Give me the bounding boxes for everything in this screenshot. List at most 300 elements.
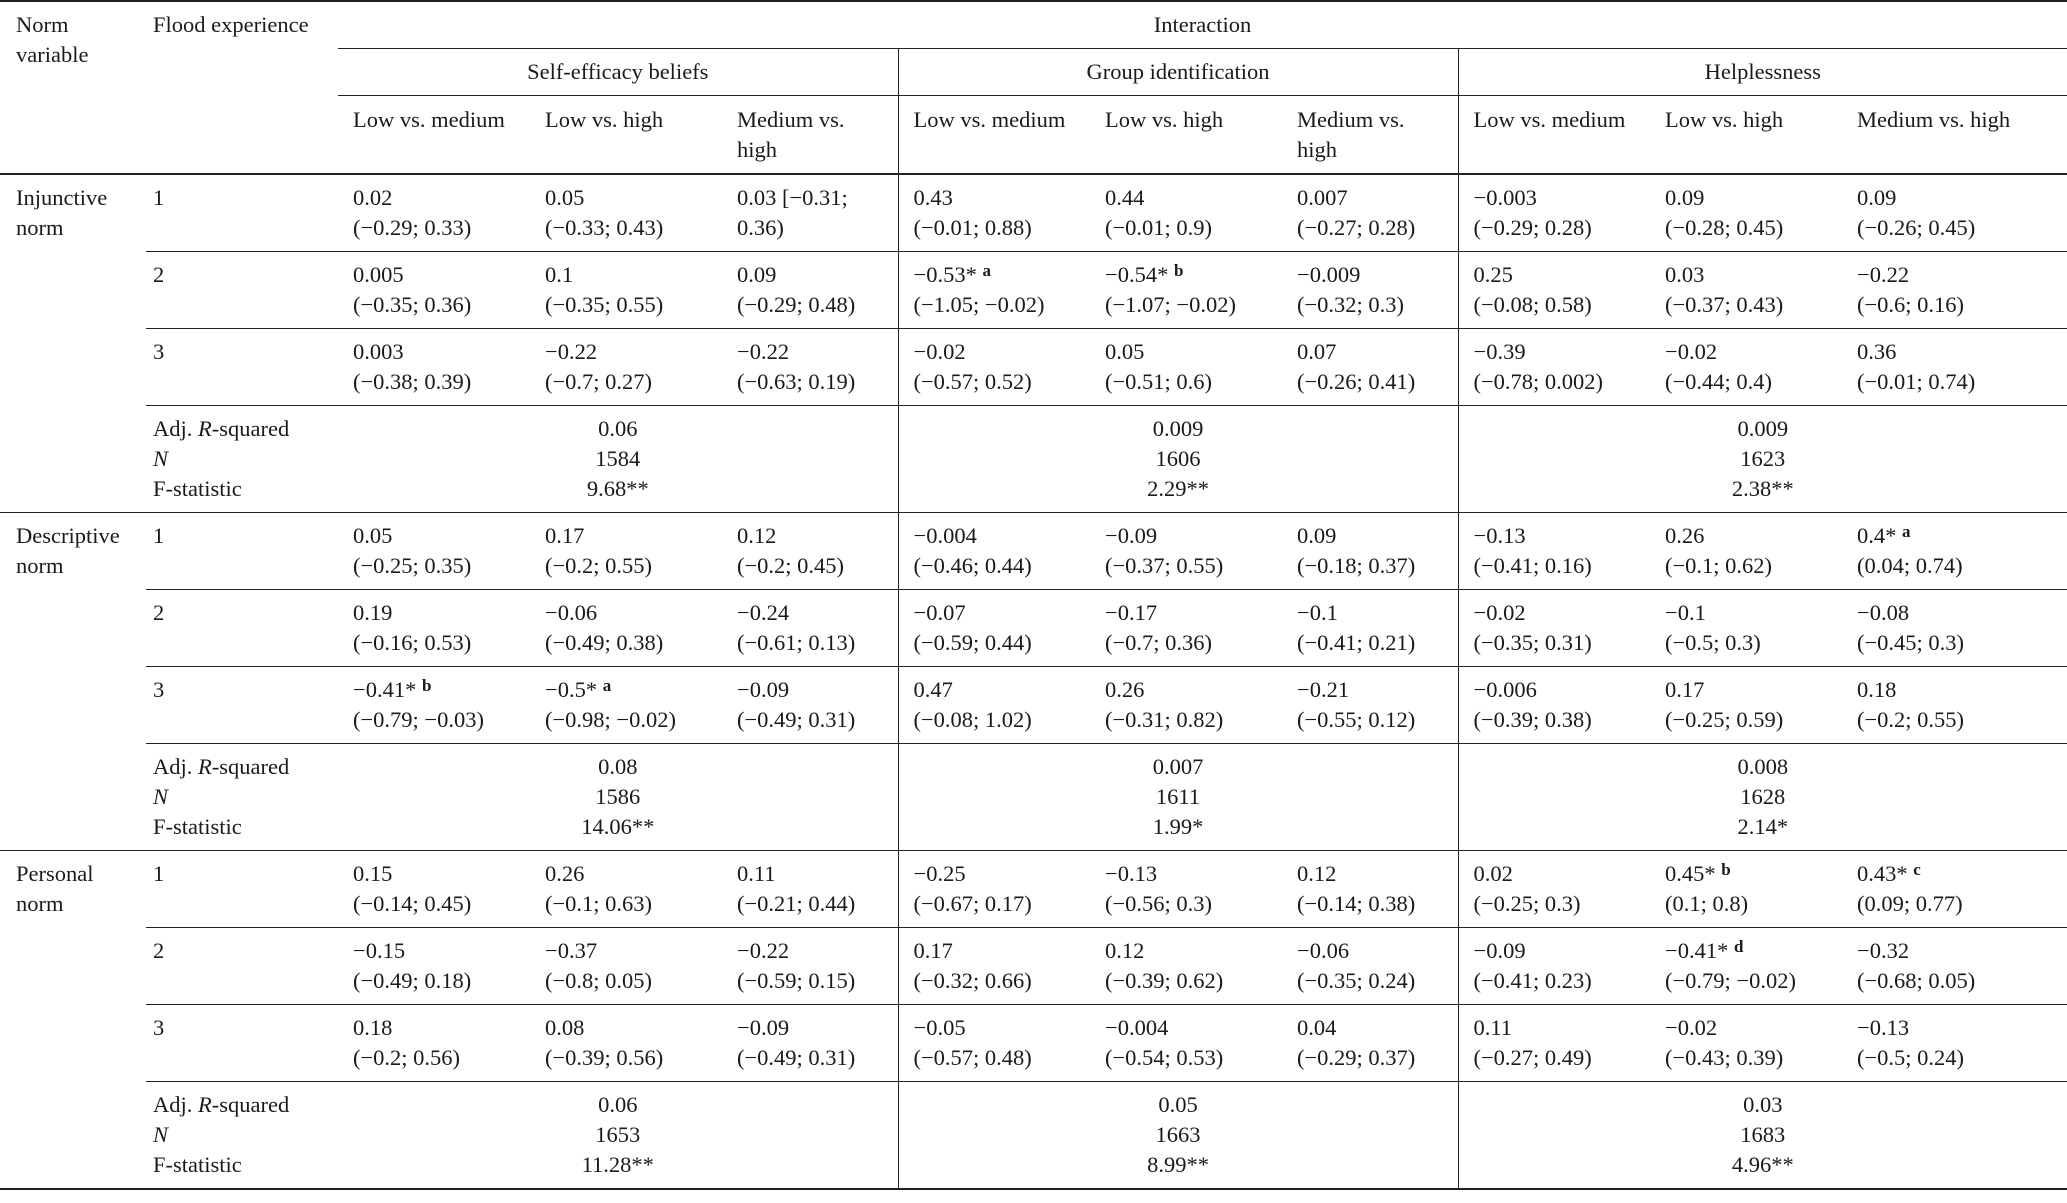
model-stats-cell — [338, 1082, 898, 1190]
coefficient-cell — [722, 928, 898, 1005]
estimate: −0.02 — [913, 339, 966, 364]
estimate-line — [1297, 936, 1458, 966]
estimate: 0.08 — [545, 1015, 585, 1040]
coefficient-cell — [898, 513, 1090, 590]
estimate: 0.43* — [1857, 861, 1908, 886]
model-stats-cell — [338, 406, 898, 513]
confidence-interval: (−0.27; 0.28) — [1297, 215, 1416, 240]
significance-marker: a — [982, 261, 991, 280]
confidence-interval: (−0.55; 0.12) — [1297, 707, 1416, 732]
coefficient-cell — [898, 851, 1090, 928]
flood-experience-header: Flood experience — [146, 1, 338, 174]
n-value: 1653 — [595, 1122, 641, 1147]
confidence-interval: (−0.08; 1.02) — [913, 707, 1032, 732]
estimate: −0.25 — [913, 861, 966, 886]
estimate: −0.06 — [1297, 938, 1350, 963]
estimate: 0.04 — [1297, 1015, 1337, 1040]
estimate: 0.007 — [1297, 185, 1348, 210]
flood-level: 3 — [146, 667, 338, 744]
estimate: −0.32 — [1857, 938, 1910, 963]
estimate: −0.006 — [1473, 677, 1537, 702]
estimate-line — [1665, 183, 1842, 213]
adj-r-squared-value: 0.007 — [1152, 754, 1204, 779]
confidence-interval: (−0.49; 0.31) — [737, 1045, 856, 1070]
model-stats-labels — [146, 744, 338, 851]
coefficient-cell — [1090, 252, 1282, 329]
coefficient-cell — [898, 928, 1090, 1005]
table-row — [0, 513, 2067, 590]
coefficient-cell — [722, 513, 898, 590]
estimate-line — [1105, 859, 1282, 889]
coefficient-cell — [898, 590, 1090, 667]
coefficient-cell — [1090, 329, 1282, 406]
confidence-interval: (−0.35; 0.31) — [1473, 630, 1592, 655]
confidence-interval: (−0.67; 0.17) — [913, 891, 1032, 916]
coefficient-cell — [1650, 590, 1842, 667]
coefficient-cell — [530, 513, 722, 590]
significance-marker: b — [1173, 261, 1184, 280]
estimate: −0.15 — [353, 938, 406, 963]
coefficient-cell — [338, 1005, 530, 1082]
estimate-line — [1105, 936, 1282, 966]
confidence-interval: (−0.8; 0.05) — [545, 968, 653, 993]
estimate-line — [545, 521, 722, 551]
adj-r-squared-value: 0.03 — [1743, 1092, 1783, 1117]
estimate-line — [1297, 337, 1458, 367]
coefficient-cell — [1090, 513, 1282, 590]
n-label: N — [153, 784, 169, 809]
coefficient-cell — [1842, 252, 2067, 329]
estimate: −0.05 — [913, 1015, 966, 1040]
flood-level: 2 — [146, 252, 338, 329]
coefficient-cell — [1282, 252, 1458, 329]
coefficient-cell — [722, 329, 898, 406]
estimate-line — [353, 859, 530, 889]
adj-r-italic: R — [198, 416, 212, 441]
confidence-interval: (−0.68; 0.05) — [1857, 968, 1976, 993]
significance-marker: a — [602, 676, 612, 695]
significance-marker: a — [1902, 522, 1911, 541]
coefficient-cell — [1090, 851, 1282, 928]
f-statistic-value: 2.29** — [1147, 476, 1209, 501]
confidence-interval: (−0.79; −0.03) — [353, 707, 484, 732]
confidence-interval: (−0.29; 0.33) — [353, 215, 472, 240]
norm-name: Descriptive norm — [0, 513, 146, 851]
coefficient-cell — [1090, 1005, 1282, 1082]
coefficient-cell — [722, 667, 898, 744]
confidence-interval: (−0.14; 0.38) — [1297, 891, 1416, 916]
estimate: 0.07 — [1297, 339, 1337, 364]
estimate-line — [1105, 521, 1282, 551]
estimate-line — [545, 183, 722, 213]
estimate: −0.39 — [1473, 339, 1526, 364]
confidence-interval: (−0.57; 0.48) — [913, 1045, 1032, 1070]
estimate: −0.02 — [1665, 339, 1718, 364]
confidence-interval: (−0.98; −0.02) — [545, 707, 676, 732]
coefficient-cell — [530, 667, 722, 744]
estimate-line — [1105, 183, 1282, 213]
coefficient-cell — [898, 252, 1090, 329]
estimate-line — [914, 260, 1091, 290]
coefficient-cell — [722, 1005, 898, 1082]
estimate-line — [914, 521, 1091, 551]
estimate-line — [1297, 183, 1458, 213]
coefficient-cell — [530, 590, 722, 667]
f-statistic-value: 9.68** — [586, 476, 649, 501]
estimate-line — [1297, 1013, 1458, 1043]
confidence-interval: (−0.35; 0.24) — [1297, 968, 1416, 993]
coefficient-cell — [530, 252, 722, 329]
coefficient-cell — [1282, 928, 1458, 1005]
confidence-interval: (−0.25; 0.3) — [1473, 891, 1581, 916]
coefficient-cell — [1282, 667, 1458, 744]
estimate-line — [353, 936, 530, 966]
table-row — [0, 252, 2067, 329]
estimate-line — [1474, 337, 1651, 367]
confidence-interval: (−0.2; 0.55) — [545, 553, 653, 578]
estimate-line — [914, 337, 1091, 367]
estimate: 0.26 — [545, 861, 585, 886]
estimate-line — [1857, 859, 2067, 889]
estimate: 0.12 — [1297, 861, 1337, 886]
model-stats-row — [0, 744, 2067, 851]
significance-marker: b — [1721, 860, 1731, 879]
estimate: 0.44 — [1105, 185, 1145, 210]
coefficient-cell — [898, 1005, 1090, 1082]
confidence-interval: (−0.25; 0.35) — [353, 553, 472, 578]
estimate: 0.09 — [1857, 185, 1897, 210]
estimate: 0.12 — [1105, 938, 1145, 963]
coefficient-cell — [1842, 1005, 2067, 1082]
adj-r-italic: R — [198, 1092, 212, 1117]
estimate: −0.54* — [1105, 262, 1169, 287]
f-statistic-label: F-statistic — [153, 476, 242, 501]
table-row — [0, 329, 2067, 406]
estimate: −0.09 — [1105, 523, 1158, 548]
estimate-line — [1474, 675, 1651, 705]
coefficient-cell — [1282, 1005, 1458, 1082]
estimate: 0.12 — [737, 523, 777, 548]
confidence-interval: (−0.01; 0.88) — [913, 215, 1032, 240]
group-header-self-efficacy: Self-efficacy beliefs — [338, 49, 898, 96]
confidence-interval: (−0.78; 0.002) — [1473, 369, 1604, 394]
coefficient-cell — [530, 329, 722, 406]
model-stats-labels — [146, 1082, 338, 1190]
estimate-line — [353, 337, 530, 367]
f-statistic-value: 2.38** — [1731, 476, 1794, 501]
estimate: −0.13 — [1857, 1015, 1910, 1040]
confidence-interval: (−0.49; 0.38) — [545, 630, 664, 655]
n-value: 1683 — [1740, 1122, 1786, 1147]
estimate: 0.11 — [737, 861, 776, 886]
norm-name: Personal norm — [0, 851, 146, 1190]
estimate: 0.03 — [1665, 262, 1705, 287]
table-row — [0, 667, 2067, 744]
confidence-interval: (−0.29; 0.37) — [1297, 1045, 1416, 1070]
estimate-line — [1857, 183, 2067, 213]
confidence-interval: (−0.28; 0.45) — [1665, 215, 1784, 240]
estimate: 0.003 — [353, 339, 404, 364]
estimate-line — [1105, 598, 1282, 628]
coefficient-cell — [1282, 329, 1458, 406]
coefficient-cell — [530, 174, 722, 252]
estimate: 0.17 — [913, 938, 953, 963]
estimate: 0.25 — [1473, 262, 1513, 287]
n-value: 1584 — [595, 446, 641, 471]
estimate-line — [1665, 260, 1842, 290]
coefficient-cell — [338, 667, 530, 744]
estimate: −0.13 — [1105, 861, 1158, 886]
confidence-interval: (−0.2; 0.45) — [737, 553, 845, 578]
estimate-line — [1474, 859, 1651, 889]
coefficient-cell — [338, 928, 530, 1005]
table-body — [0, 174, 2067, 1189]
coefficient-cell — [1090, 590, 1282, 667]
confidence-interval: (−0.5; 0.24) — [1857, 1045, 1965, 1070]
adj-r-prefix: Adj. — [153, 754, 198, 779]
confidence-interval: (−0.45; 0.3) — [1857, 630, 1965, 655]
significance-marker: b — [421, 676, 432, 695]
estimate-line — [353, 675, 530, 705]
confidence-interval: (−0.29; 0.48) — [737, 292, 856, 317]
estimate-line — [737, 1013, 898, 1043]
adj-r-squared-value: 0.009 — [1152, 416, 1204, 441]
contrast-header: Low vs. high — [545, 107, 664, 132]
estimate-line — [1665, 936, 1842, 966]
estimate: −0.1 — [1665, 600, 1706, 625]
confidence-interval: (−0.33; 0.43) — [545, 215, 664, 240]
confidence-interval: (−0.01; 0.74) — [1857, 369, 1976, 394]
estimate-line — [1297, 260, 1458, 290]
estimate-line — [353, 260, 530, 290]
table-row — [0, 928, 2067, 1005]
estimate-line — [1105, 260, 1282, 290]
coefficient-cell — [1842, 329, 2067, 406]
estimate: −0.009 — [1297, 262, 1361, 287]
adj-r-prefix: Adj. — [153, 1092, 198, 1117]
estimate: −0.09 — [1473, 938, 1526, 963]
estimate: 0.05 — [1105, 339, 1145, 364]
contrast-header: Medium vs. high — [737, 107, 845, 162]
confidence-interval: (0.09; 0.77) — [1857, 891, 1963, 916]
f-statistic-value: 11.28** — [581, 1152, 654, 1177]
confidence-interval: (0.04; 0.74) — [1857, 553, 1963, 578]
confidence-interval: (−0.26; 0.41) — [1297, 369, 1416, 394]
contrast-header: Low vs. high — [1665, 107, 1784, 132]
contrast-header: Medium vs. high — [1857, 107, 2011, 132]
estimate: 0.18 — [1857, 677, 1897, 702]
estimate-line — [1857, 1013, 2067, 1043]
estimate: −0.1 — [1297, 600, 1338, 625]
estimate-line — [353, 521, 530, 551]
estimate-line — [737, 260, 898, 290]
estimate: 0.005 — [353, 262, 404, 287]
adj-r-suffix: -squared — [211, 754, 290, 779]
interaction-header: Interaction — [338, 1, 2067, 49]
flood-level: 3 — [146, 1005, 338, 1082]
estimate: −0.004 — [913, 523, 977, 548]
estimate: −0.004 — [1105, 1015, 1169, 1040]
coefficient-cell — [1458, 928, 1650, 1005]
adj-r-squared-value: 0.008 — [1737, 754, 1789, 779]
estimate-line — [914, 183, 1091, 213]
estimate: 0.09 — [1665, 185, 1705, 210]
group-header-helplessness: Helplessness — [1458, 49, 2067, 96]
f-statistic-label: F-statistic — [153, 1152, 242, 1177]
n-label: N — [153, 1122, 169, 1147]
confidence-interval: (−0.39; 0.62) — [1105, 968, 1224, 993]
estimate-line — [1665, 675, 1842, 705]
confidence-interval: (−0.5; 0.3) — [1665, 630, 1761, 655]
confidence-interval: (−0.38; 0.39) — [353, 369, 472, 394]
coefficient-cell — [1650, 252, 1842, 329]
flood-level: 3 — [146, 329, 338, 406]
estimate-line — [1297, 521, 1458, 551]
estimate: 0.1 — [545, 262, 574, 287]
flood-level: 1 — [153, 861, 165, 886]
coefficient-cell — [1458, 513, 1650, 590]
estimate: 0.02 — [353, 185, 393, 210]
coefficient-cell — [530, 851, 722, 928]
estimate: 0.18 — [353, 1015, 393, 1040]
coefficient-cell — [1842, 667, 2067, 744]
f-statistic-value: 2.14* — [1737, 814, 1789, 839]
adj-r-squared-value: 0.06 — [598, 1092, 638, 1117]
estimate: 0.17 — [1665, 677, 1705, 702]
confidence-interval: (−0.59; 0.15) — [737, 968, 856, 993]
confidence-interval: (−1.05; −0.02) — [913, 292, 1045, 317]
adj-r-squared-label — [153, 414, 338, 444]
coefficient-cell — [1090, 928, 1282, 1005]
estimate: −0.41* — [353, 677, 417, 702]
confidence-interval: (−0.29; 0.28) — [1473, 215, 1592, 240]
contrast-header: Low vs. high — [1105, 107, 1224, 132]
model-stats-cell — [898, 406, 1458, 513]
estimate-line — [545, 859, 722, 889]
table-row — [0, 174, 2067, 252]
estimate-line — [1105, 1013, 1282, 1043]
group-header-group-identification: Group identification — [898, 49, 1458, 96]
model-stats-cell — [1458, 406, 2067, 513]
flood-level: 1 — [153, 523, 165, 548]
estimate-line — [737, 598, 898, 628]
coefficient-cell — [898, 174, 1090, 252]
estimate: −0.08 — [1857, 600, 1910, 625]
confidence-interval: (−0.39; 0.38) — [1473, 707, 1592, 732]
estimate: 0.4* — [1857, 523, 1897, 548]
confidence-interval: (−0.2; 0.56) — [353, 1045, 461, 1070]
coefficient-cell — [530, 1005, 722, 1082]
estimate: −0.37 — [545, 938, 598, 963]
estimate: −0.41* — [1665, 938, 1729, 963]
estimate: −0.22 — [737, 938, 790, 963]
confidence-interval: (−0.31; 0.82) — [1105, 707, 1224, 732]
adj-r-squared-label — [153, 752, 338, 782]
estimate: −0.22 — [545, 339, 598, 364]
estimate-line — [1297, 598, 1458, 628]
confidence-interval: (−0.49; 0.18) — [353, 968, 472, 993]
confidence-interval: (−0.18; 0.37) — [1297, 553, 1416, 578]
confidence-interval: (−0.1; 0.62) — [1665, 553, 1773, 578]
coefficient-cell — [1282, 174, 1458, 252]
confidence-interval: (−0.08; 0.58) — [1473, 292, 1592, 317]
confidence-interval: (−0.32; 0.66) — [913, 968, 1032, 993]
confidence-interval: (−0.26; 0.45) — [1857, 215, 1976, 240]
estimate-line — [1857, 675, 2067, 705]
confidence-interval: (−0.49; 0.31) — [737, 707, 856, 732]
model-stats-cell — [338, 744, 898, 851]
n-value: 1663 — [1155, 1122, 1201, 1147]
confidence-interval: (−0.35; 0.55) — [545, 292, 664, 317]
confidence-interval: (−0.63; 0.19) — [737, 369, 856, 394]
confidence-interval: (−0.6; 0.16) — [1857, 292, 1965, 317]
confidence-interval: (−0.54; 0.53) — [1105, 1045, 1224, 1070]
estimate: −0.09 — [737, 677, 790, 702]
n-value: 1586 — [595, 784, 641, 809]
confidence-interval: (−0.16; 0.53) — [353, 630, 472, 655]
confidence-interval: (−0.59; 0.44) — [913, 630, 1032, 655]
n-value: 1611 — [1155, 784, 1201, 809]
estimate-line — [545, 1013, 722, 1043]
estimate-line — [1857, 521, 2067, 551]
estimate: 0.02 — [1473, 861, 1513, 886]
coefficient-cell — [1650, 667, 1842, 744]
confidence-interval: (−0.01; 0.9) — [1105, 215, 1213, 240]
coefficient-cell — [1650, 1005, 1842, 1082]
estimate-line — [1474, 521, 1651, 551]
estimate-line — [737, 675, 898, 705]
adj-r-squared-value: 0.06 — [598, 416, 638, 441]
estimate: −0.53* — [913, 262, 977, 287]
contrast-header: Low vs. medium — [898, 96, 1090, 175]
estimate: 0.09 — [1297, 523, 1337, 548]
confidence-interval: (−0.51; 0.6) — [1105, 369, 1213, 394]
estimate-line — [545, 598, 722, 628]
estimate: 0.36 — [1857, 339, 1897, 364]
coefficient-cell — [1090, 174, 1282, 252]
estimate-line — [545, 260, 722, 290]
confidence-interval: (−0.7; 0.36) — [1105, 630, 1213, 655]
coefficient-cell — [898, 329, 1090, 406]
estimate: 0.05 — [545, 185, 585, 210]
estimate: 0.17 — [545, 523, 585, 548]
coefficient-cell — [1458, 252, 1650, 329]
estimate-line — [353, 598, 530, 628]
coefficient-cell — [722, 252, 898, 329]
estimate-line — [737, 521, 898, 551]
coefficient-cell — [722, 851, 898, 928]
model-stats-labels — [146, 406, 338, 513]
estimate-line — [1474, 598, 1651, 628]
model-stats-row — [0, 406, 2067, 513]
coefficient-cell — [1842, 928, 2067, 1005]
confidence-interval: (−0.14; 0.45) — [353, 891, 472, 916]
estimate-line — [1297, 859, 1458, 889]
model-stats-cell — [1458, 1082, 2067, 1190]
confidence-interval: (−0.79; −0.02) — [1665, 968, 1796, 993]
coefficient-cell — [898, 667, 1090, 744]
confidence-interval: (−0.25; 0.59) — [1665, 707, 1784, 732]
n-value: 1623 — [1740, 446, 1786, 471]
f-statistic-value: 8.99** — [1147, 1152, 1209, 1177]
confidence-interval: (−0.2; 0.55) — [1857, 707, 1965, 732]
estimate: −0.17 — [1105, 600, 1158, 625]
confidence-interval: (−0.61; 0.13) — [737, 630, 856, 655]
confidence-interval: (−0.41; 0.21) — [1297, 630, 1416, 655]
flood-level: 2 — [146, 590, 338, 667]
estimate: 0.03 [−0.31; — [737, 185, 848, 210]
coefficient-cell — [1458, 1005, 1650, 1082]
